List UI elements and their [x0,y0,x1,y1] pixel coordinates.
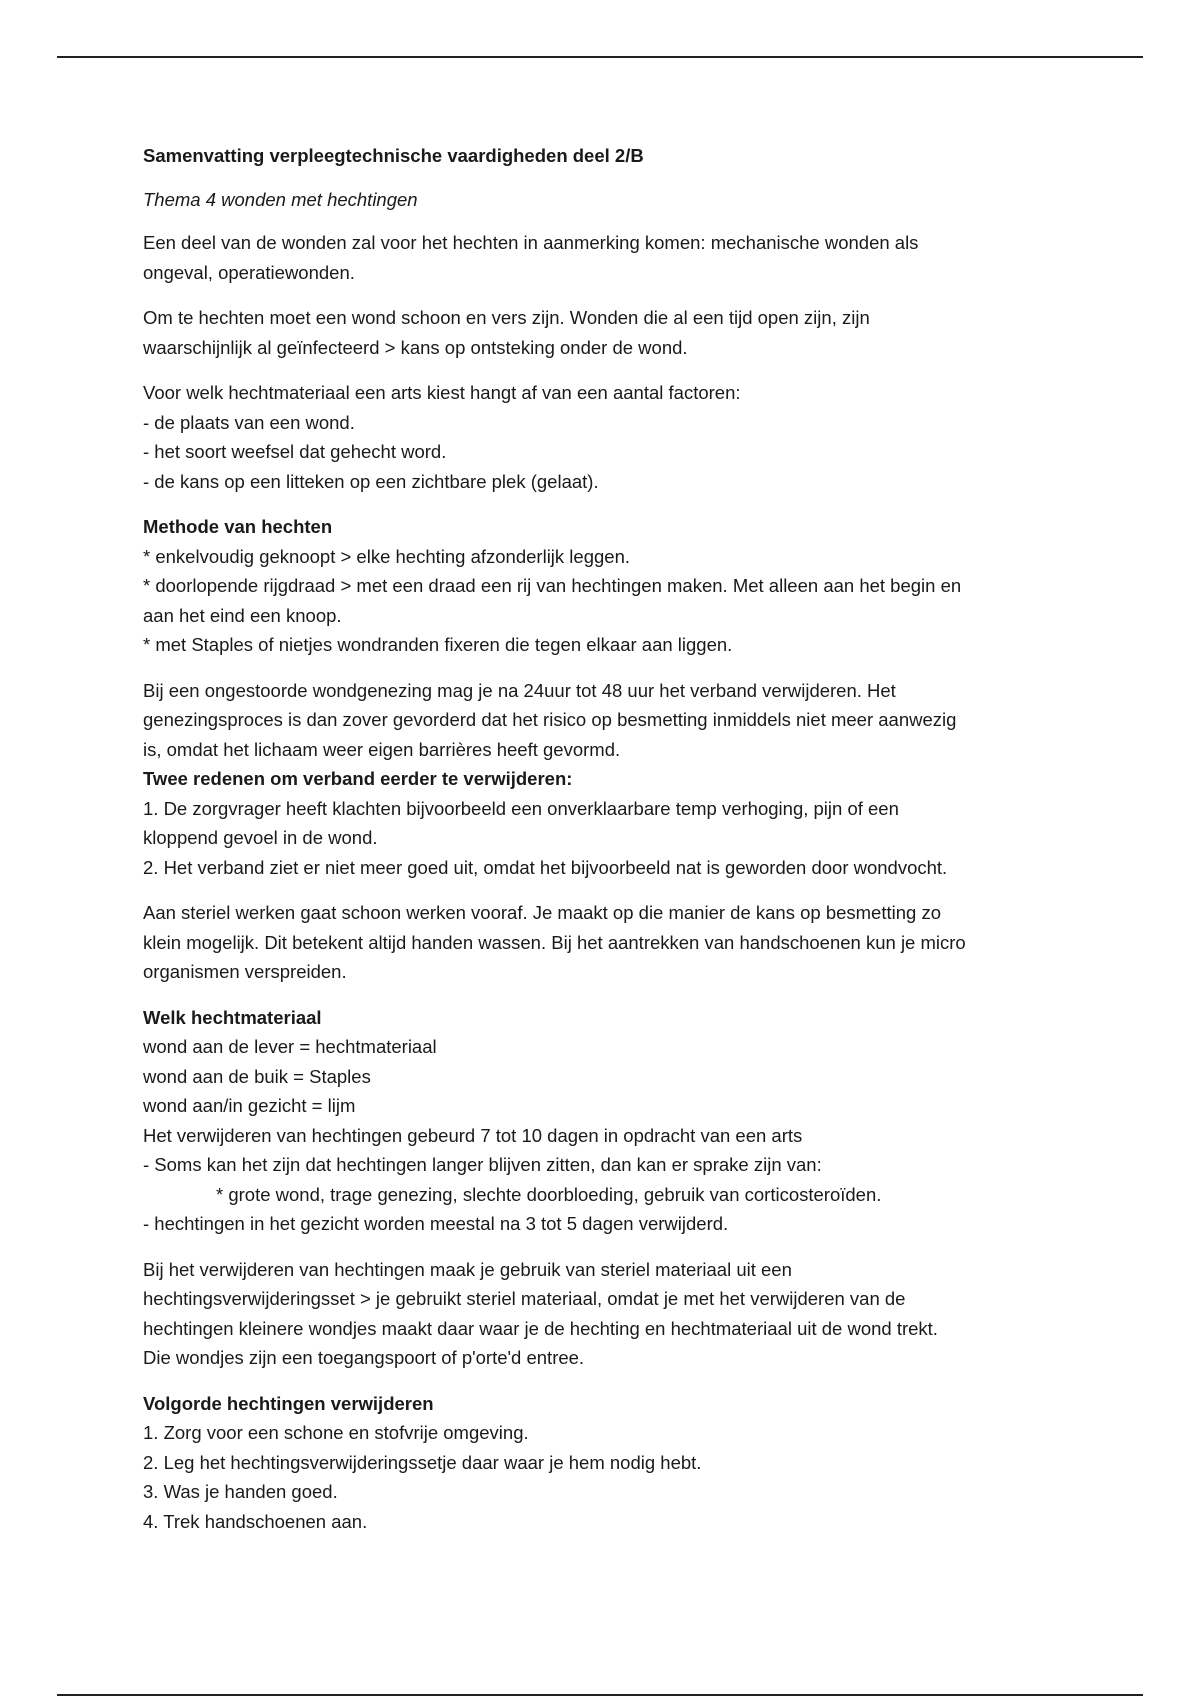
text-line: hechtingsverwijderingsset > je gebruikt steriel materiaal, omdat je met het verwijderen van de [143,1288,906,1309]
list-item: 1. Zorg voor een schone en stofvrije omgeving. [143,1422,529,1443]
list-item: 2. Het verband ziet er niet meer goed uit, omdat het bijvoorbeeld nat is geworden door wondvocht. [143,856,948,878]
document-title: Samenvatting verpleegtechnische vaardigheden deel 2/B [143,145,644,166]
section-verband [143,676,1073,883]
text-line: Om te hechten moet een wond schoon en vers zijn. Wonden die al een tijd open zijn, zijn [143,307,870,328]
text-line: wond aan de buik = Staples [143,1065,371,1087]
text-line: klein mogelijk. Dit betekent altijd handen wassen. Bij het aantrekken van handschoenen kun je micro [143,931,966,953]
section-volgorde [143,1389,1073,1537]
list-item: * doorlopende rijgdraad > met een draad een rij van hechtingen maken. Met alleen aan het begin en [143,575,962,596]
list-item: * grote wond, trage genezing, slechte doorbloeding, gebruik van corticosteroïden. [216,1183,882,1205]
list-item: * enkelvoudig geknoopt > elke hechting afzonderlijk leggen. [143,545,630,567]
document-subtitle: Thema 4 wonden met hechtingen [143,188,418,210]
section-methode [143,512,1073,660]
text-line: Bij het verwijderen van hechtingen maak je gebruik van steriel materiaal uit een [143,1258,792,1280]
text-line: is, omdat het lichaam weer eigen barrières heeft gevormd. [143,738,621,760]
footer-divider [57,1694,1143,1696]
paragraph-factors [143,378,1073,496]
text-line: waarschijnlijk al geïnfecteerd > kans op ontsteking onder de wond. [143,336,688,358]
list-item: 3. Was je handen goed. [143,1481,338,1502]
text-line: wond aan/in gezicht = lijm [143,1095,356,1116]
text-line: genezingsproces is dan zover gevorderd dat het risico op besmetting inmiddels niet meer aanwezig [143,709,957,730]
section-heading: Welk hechtmateriaal [143,1006,322,1028]
text-line: aan het eind een knoop. [143,604,342,626]
section-heading: Volgorde hechtingen verwijderen [143,1392,434,1414]
text-line: Bij een ongestoorde wondgenezing mag je na 24uur tot 48 uur het verband verwijderen. Het [143,679,896,701]
text-line: Die wondjes zijn een toegangspoort of p'orte'd entree. [143,1347,585,1368]
text-line: hechtingen kleinere wondjes maakt daar waar je de hechting en hechtmateriaal uit de wond trekt. [143,1317,938,1339]
list-item: 2. Leg het hechtingsverwijderingssetje daar waar je hem nodig hebt. [143,1451,702,1473]
section-heading: Methode van hechten [143,516,333,537]
list-item: - hechtingen in het gezicht worden meestal na 3 tot 5 dagen verwijderd. [143,1213,729,1234]
document-body [143,141,1073,1552]
list-item: - de plaats van een wond. [143,411,355,433]
text-line: organismen verspreiden. [143,961,347,982]
list-item: - de kans op een litteken op een zichtbare plek (gelaat). [143,470,599,492]
text-line: Voor welk hechtmateriaal een arts kiest hangt af van een aantal factoren: [143,382,741,403]
text-line: Het verwijderen van hechtingen gebeurd 7 tot 10 dagen in opdracht van een arts [143,1124,803,1146]
section-heading: Twee redenen om verband eerder te verwijderen: [143,768,573,789]
list-item: - Soms kan het zijn dat hechtingen langer blijven zitten, dan kan er sprake zijn van: [143,1154,822,1175]
text-line: kloppend gevoel in de wond. [143,827,378,848]
header-divider [57,56,1143,58]
list-item: 4. Trek handschoenen aan. [143,1510,368,1532]
list-item: 1. De zorgvrager heeft klachten bijvoorbeeld een onverklaarbare temp verhoging, pijn of een [143,797,899,819]
list-item: * met Staples of nietjes wondranden fixeren die tegen elkaar aan liggen. [143,634,733,655]
paragraph-verwijderen [143,1255,1073,1373]
section-welk-hechtmateriaal [143,1003,1073,1239]
paragraph-fresh-wound [143,303,1073,362]
text-line: Een deel van de wonden zal voor het hechten in aanmerking komen: mechanische wonden als [143,232,919,253]
text-line: Aan steriel werken gaat schoon werken vooraf. Je maakt op die manier de kans op besmetting zo [143,902,941,923]
text-line: wond aan de lever = hechtmateriaal [143,1036,437,1057]
list-item: - het soort weefsel dat gehecht word. [143,441,447,462]
paragraph-intro [143,228,1073,287]
paragraph-steriel [143,898,1073,987]
text-line: ongeval, operatiewonden. [143,261,355,283]
